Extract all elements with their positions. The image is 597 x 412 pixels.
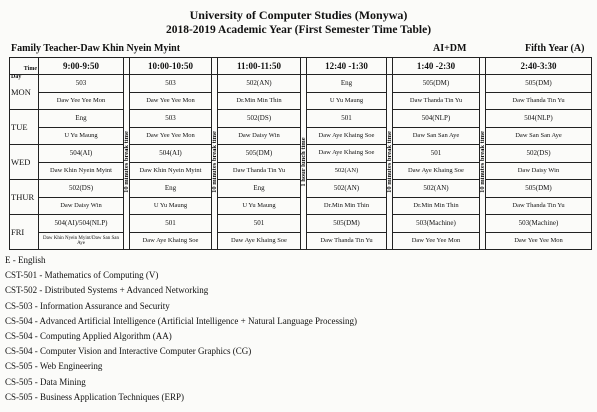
teacher-cell: U Yu Maung	[39, 128, 124, 145]
subject-cell: 501	[307, 110, 387, 128]
teacher-cell: Daw Thanda Tin Yu	[393, 93, 480, 110]
teacher-cell: Daw Khin Nyein Myint	[39, 163, 124, 180]
subject-cell: Eng	[39, 110, 124, 128]
subject-cell: Eng	[130, 180, 212, 198]
break-column	[212, 75, 218, 250]
period-header: 12:40 -1:30	[307, 58, 387, 75]
subject-cell: Daw Aye Khaing Soe	[307, 145, 387, 163]
teacher-cell: Daw Yee Yee Mon	[393, 233, 480, 250]
subject-legend-item: CST-501 - Mathematics of Computing (V)	[5, 270, 159, 281]
teacher-cell: Dr.Min Min Thin	[393, 198, 480, 215]
subject-legend-item: CST-502 - Distributed Systems + Advanced Networking	[5, 285, 209, 296]
break-column	[124, 75, 130, 250]
period-header: 1:40 -2:30	[393, 58, 480, 75]
year-label: Fifth Year (A)	[525, 43, 585, 54]
subject-cell: 502(AN)	[218, 75, 301, 93]
timetable	[9, 57, 592, 250]
subject-cell: 503(Machine)	[393, 215, 480, 233]
subject-cell: 503	[130, 110, 212, 128]
subject-cell: 504(NLP)	[393, 110, 480, 128]
subject-cell: 503	[130, 75, 212, 93]
subject-cell: Eng	[307, 75, 387, 93]
subject-cell: 505(DM)	[486, 75, 592, 93]
subject-cell: 502(DS)	[218, 110, 301, 128]
subject-legend-item: CS-504 - Advanced Artificial Intelligence (Artificial Intelligence + Natural Language Processing)	[5, 315, 357, 326]
day-label: MON	[10, 75, 39, 110]
day-label: TUE	[10, 110, 39, 145]
corner-day: Day	[11, 74, 22, 80]
subject-legend-item: E - English	[5, 255, 46, 265]
break-label: 10 minutes break time	[385, 131, 393, 193]
teacher-cell: U Yu Maung	[218, 198, 301, 215]
lunch-break-column	[301, 75, 307, 250]
subject-cell: 505(DM)	[307, 215, 387, 233]
subject-cell: 503	[39, 75, 124, 93]
teacher-cell: Daw Aye Khaing Soe	[218, 233, 301, 250]
teacher-cell: U Yu Maung	[130, 198, 212, 215]
subject-legend-item: CS-504 - Computing Applied Algorithm (AA)	[5, 331, 172, 342]
subject-cell: 505(DM)	[393, 75, 480, 93]
teacher-cell: Daw Khin Nyein Myint	[130, 163, 212, 180]
teacher-cell: U Yu Maung	[307, 93, 387, 110]
subject-cell: 503(Machine)	[486, 215, 592, 233]
subject-legend-item: CS-504 - Computer Vision and Interactive Computer Graphics (CG)	[5, 346, 252, 357]
teacher-cell: Daw Thanda Tin Yu	[307, 233, 387, 250]
period-header: 2:40-3:30	[486, 58, 592, 75]
day-label: WED	[10, 145, 39, 180]
break-label: 10 minutes break time	[122, 131, 130, 193]
lunch-break-label: 1 hour lunch time	[299, 137, 307, 187]
corner-time: Time	[23, 66, 37, 72]
teacher-cell: Daw Aye Khaing Soe	[393, 163, 480, 180]
family-teacher: Family Teacher-Daw Khin Nyein Myint	[11, 43, 181, 54]
teacher-cell: Daw Yee Yee Mon	[130, 128, 212, 145]
break-column	[480, 75, 486, 250]
subject-cell: 505(DM)	[218, 145, 301, 163]
period-header: 11:00-11:50	[218, 58, 301, 75]
break-label: 10 minutes break time	[478, 131, 486, 193]
teacher-cell: Dr.Min Min Thin	[307, 198, 387, 215]
subject-cell: 504(AI)	[39, 145, 124, 163]
teacher-cell: Daw San San Aye	[393, 128, 480, 145]
teacher-cell: Daw Khin Nyein Myint/Daw San San Aye	[39, 233, 124, 250]
subject-cell: 504(NLP)	[486, 110, 592, 128]
teacher-cell: 502(AN)	[307, 163, 387, 180]
subject-cell: 502(AN)	[307, 180, 387, 198]
teacher-cell: Daw Daisy Win	[39, 198, 124, 215]
subject-cell: 502(AN)	[393, 180, 480, 198]
corner-cell	[10, 58, 39, 80]
teacher-cell: Daw Daisy Win	[218, 128, 301, 145]
subject-cell: 504(AI)/504(NLP)	[39, 215, 124, 233]
day-label: FRI	[10, 215, 39, 250]
period-header: 9:00-9:50	[39, 58, 124, 75]
subject-cell: Eng	[218, 180, 301, 198]
teacher-cell: Daw Yee Yee Mon	[130, 93, 212, 110]
subject-legend-item: CS-505 - Business Application Techniques (ERP)	[5, 391, 184, 402]
teacher-cell: Daw Yee Yee Mon	[486, 233, 592, 250]
subject-legend-item: CS-503 - Information Assurance and Security	[5, 300, 170, 311]
teacher-cell: Daw Thanda Tin Yu	[486, 93, 592, 110]
day-label: THUR	[10, 180, 39, 215]
subject-legend-item: CS-505 - Web Engineering	[5, 361, 103, 372]
teacher-cell: Daw Thanda Tin Yu	[218, 163, 301, 180]
subject-legend-item: CS-505 - Data Mining	[5, 376, 86, 387]
teacher-cell: Daw Daisy Win	[486, 163, 592, 180]
subject-cell: 502(DS)	[486, 145, 592, 163]
teacher-cell: Daw Thanda Tin Yu	[486, 198, 592, 215]
subject-legend	[5, 253, 357, 405]
break-label: 10 minutes break time	[210, 131, 218, 193]
teacher-cell: Daw Aye Khaing Soe	[307, 128, 387, 145]
teacher-cell: Daw Yee Yee Mon	[39, 93, 124, 110]
subject-cell: 504(AI)	[130, 145, 212, 163]
teacher-cell: Dr.Min Min Thin	[218, 93, 301, 110]
subject-cell: 501	[393, 145, 480, 163]
break-column	[387, 75, 393, 250]
period-header: 10:00-10:50	[130, 58, 212, 75]
timetable-title: 2018-2019 Academic Year (First Semester Time Table)	[165, 24, 432, 36]
subject-cell: 501	[218, 215, 301, 233]
university-title: University of Computer Studies (Monywa)	[189, 8, 408, 22]
teacher-cell: Daw Aye Khaing Soe	[130, 233, 212, 250]
section-label: AI+DM	[433, 43, 467, 54]
subject-cell: 501	[130, 215, 212, 233]
subject-cell: 502(DS)	[39, 180, 124, 198]
teacher-cell: Daw San San Aye	[486, 128, 592, 145]
subject-cell: 505(DM)	[486, 180, 592, 198]
